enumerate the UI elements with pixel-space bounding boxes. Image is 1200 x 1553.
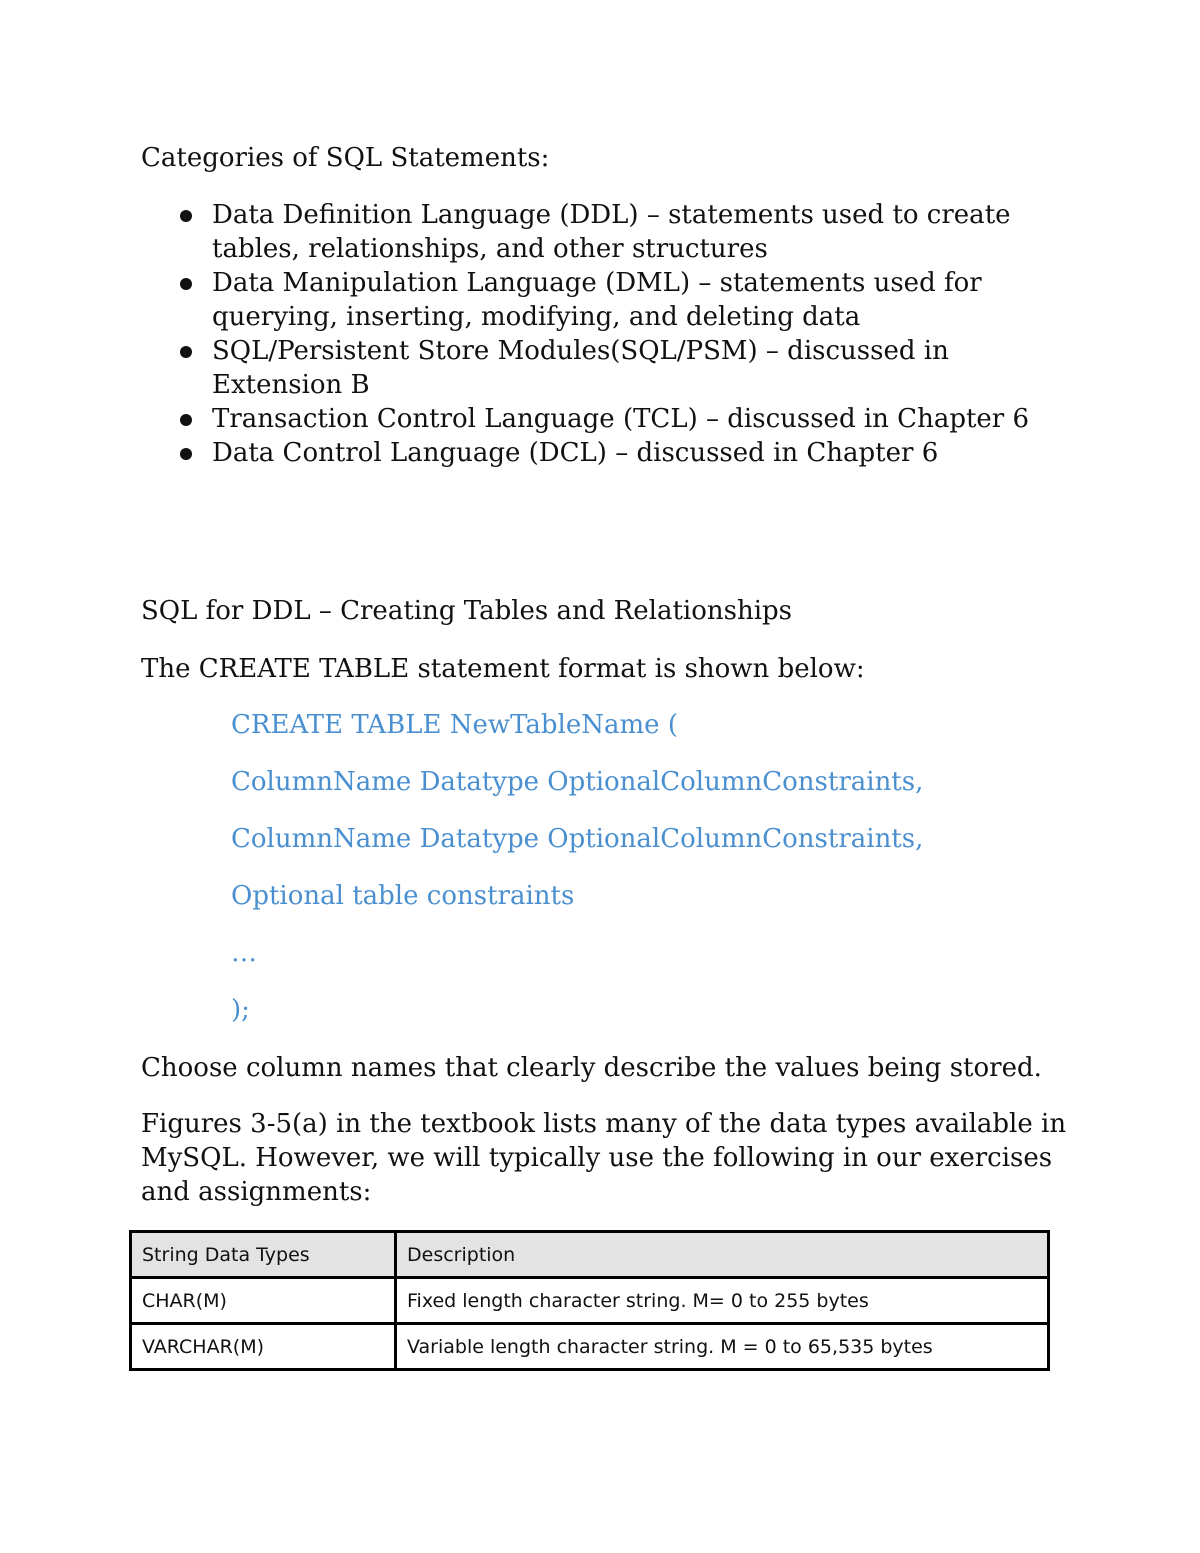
table-header-row <box>131 1232 1049 1278</box>
list-item <box>141 436 1029 470</box>
bullet-icon <box>180 448 192 460</box>
bullet-icon <box>180 346 192 358</box>
list-item <box>141 266 1029 334</box>
code-line: ColumnName Datatype OptionalColumnConstraints, <box>231 824 924 854</box>
list-item <box>141 198 1029 266</box>
section-heading-categories: Categories of SQL Statements: <box>141 143 550 173</box>
string-data-types-table <box>129 1230 1050 1371</box>
bullet-icon <box>180 414 192 426</box>
section-heading-ddl: SQL for DDL – Creating Tables and Relationships <box>141 596 793 626</box>
paragraph-line: and assignments: <box>141 1177 372 1207</box>
table-cell: Variable length character string. M = 0 to 65,535 bytes <box>396 1324 1049 1370</box>
table-cell: Fixed length character string. M= 0 to 255 bytes <box>396 1278 1049 1324</box>
list-item-text: tables, relationships, and other structures <box>212 234 768 264</box>
list-item <box>141 402 1029 436</box>
table-cell: VARCHAR(M) <box>131 1324 396 1370</box>
paragraph-line: MySQL. However, we will typically use the following in our exercises <box>141 1143 1053 1173</box>
table-row <box>131 1278 1049 1324</box>
code-line: Optional table constraints <box>231 881 575 911</box>
column-name-advice: Choose column names that clearly describe the values being stored. <box>141 1053 1042 1083</box>
code-line: … <box>231 938 257 968</box>
table-cell: CHAR(M) <box>131 1278 396 1324</box>
table-header-cell: String Data Types <box>131 1232 396 1278</box>
code-line: CREATE TABLE NewTableName ( <box>231 710 678 740</box>
list-item-text: querying, inserting, modifying, and deleting data <box>212 302 861 332</box>
list-item-text: Data Control Language (DCL) – discussed in Chapter 6 <box>212 438 939 468</box>
list-item-text: SQL/Persistent Store Modules(SQL/PSM) – discussed in <box>212 336 949 366</box>
code-line: ); <box>231 995 250 1025</box>
bullet-icon <box>180 278 192 290</box>
create-table-intro: The CREATE TABLE statement format is shown below: <box>141 654 865 684</box>
table-header-cell: Description <box>396 1232 1049 1278</box>
code-line: ColumnName Datatype OptionalColumnConstraints, <box>231 767 924 797</box>
list-item-text: Data Definition Language (DDL) – statements used to create <box>212 200 1011 230</box>
paragraph-line: Figures 3-5(a) in the textbook lists many of the data types available in <box>141 1109 1067 1139</box>
list-item <box>141 334 1029 402</box>
table-row <box>131 1324 1049 1370</box>
sql-categories-list <box>141 198 1029 470</box>
list-item-text: Transaction Control Language (TCL) – discussed in Chapter 6 <box>212 404 1030 434</box>
list-item-text: Extension B <box>212 370 370 400</box>
list-item-text: Data Manipulation Language (DML) – statements used for <box>212 268 982 298</box>
bullet-icon <box>180 210 192 222</box>
